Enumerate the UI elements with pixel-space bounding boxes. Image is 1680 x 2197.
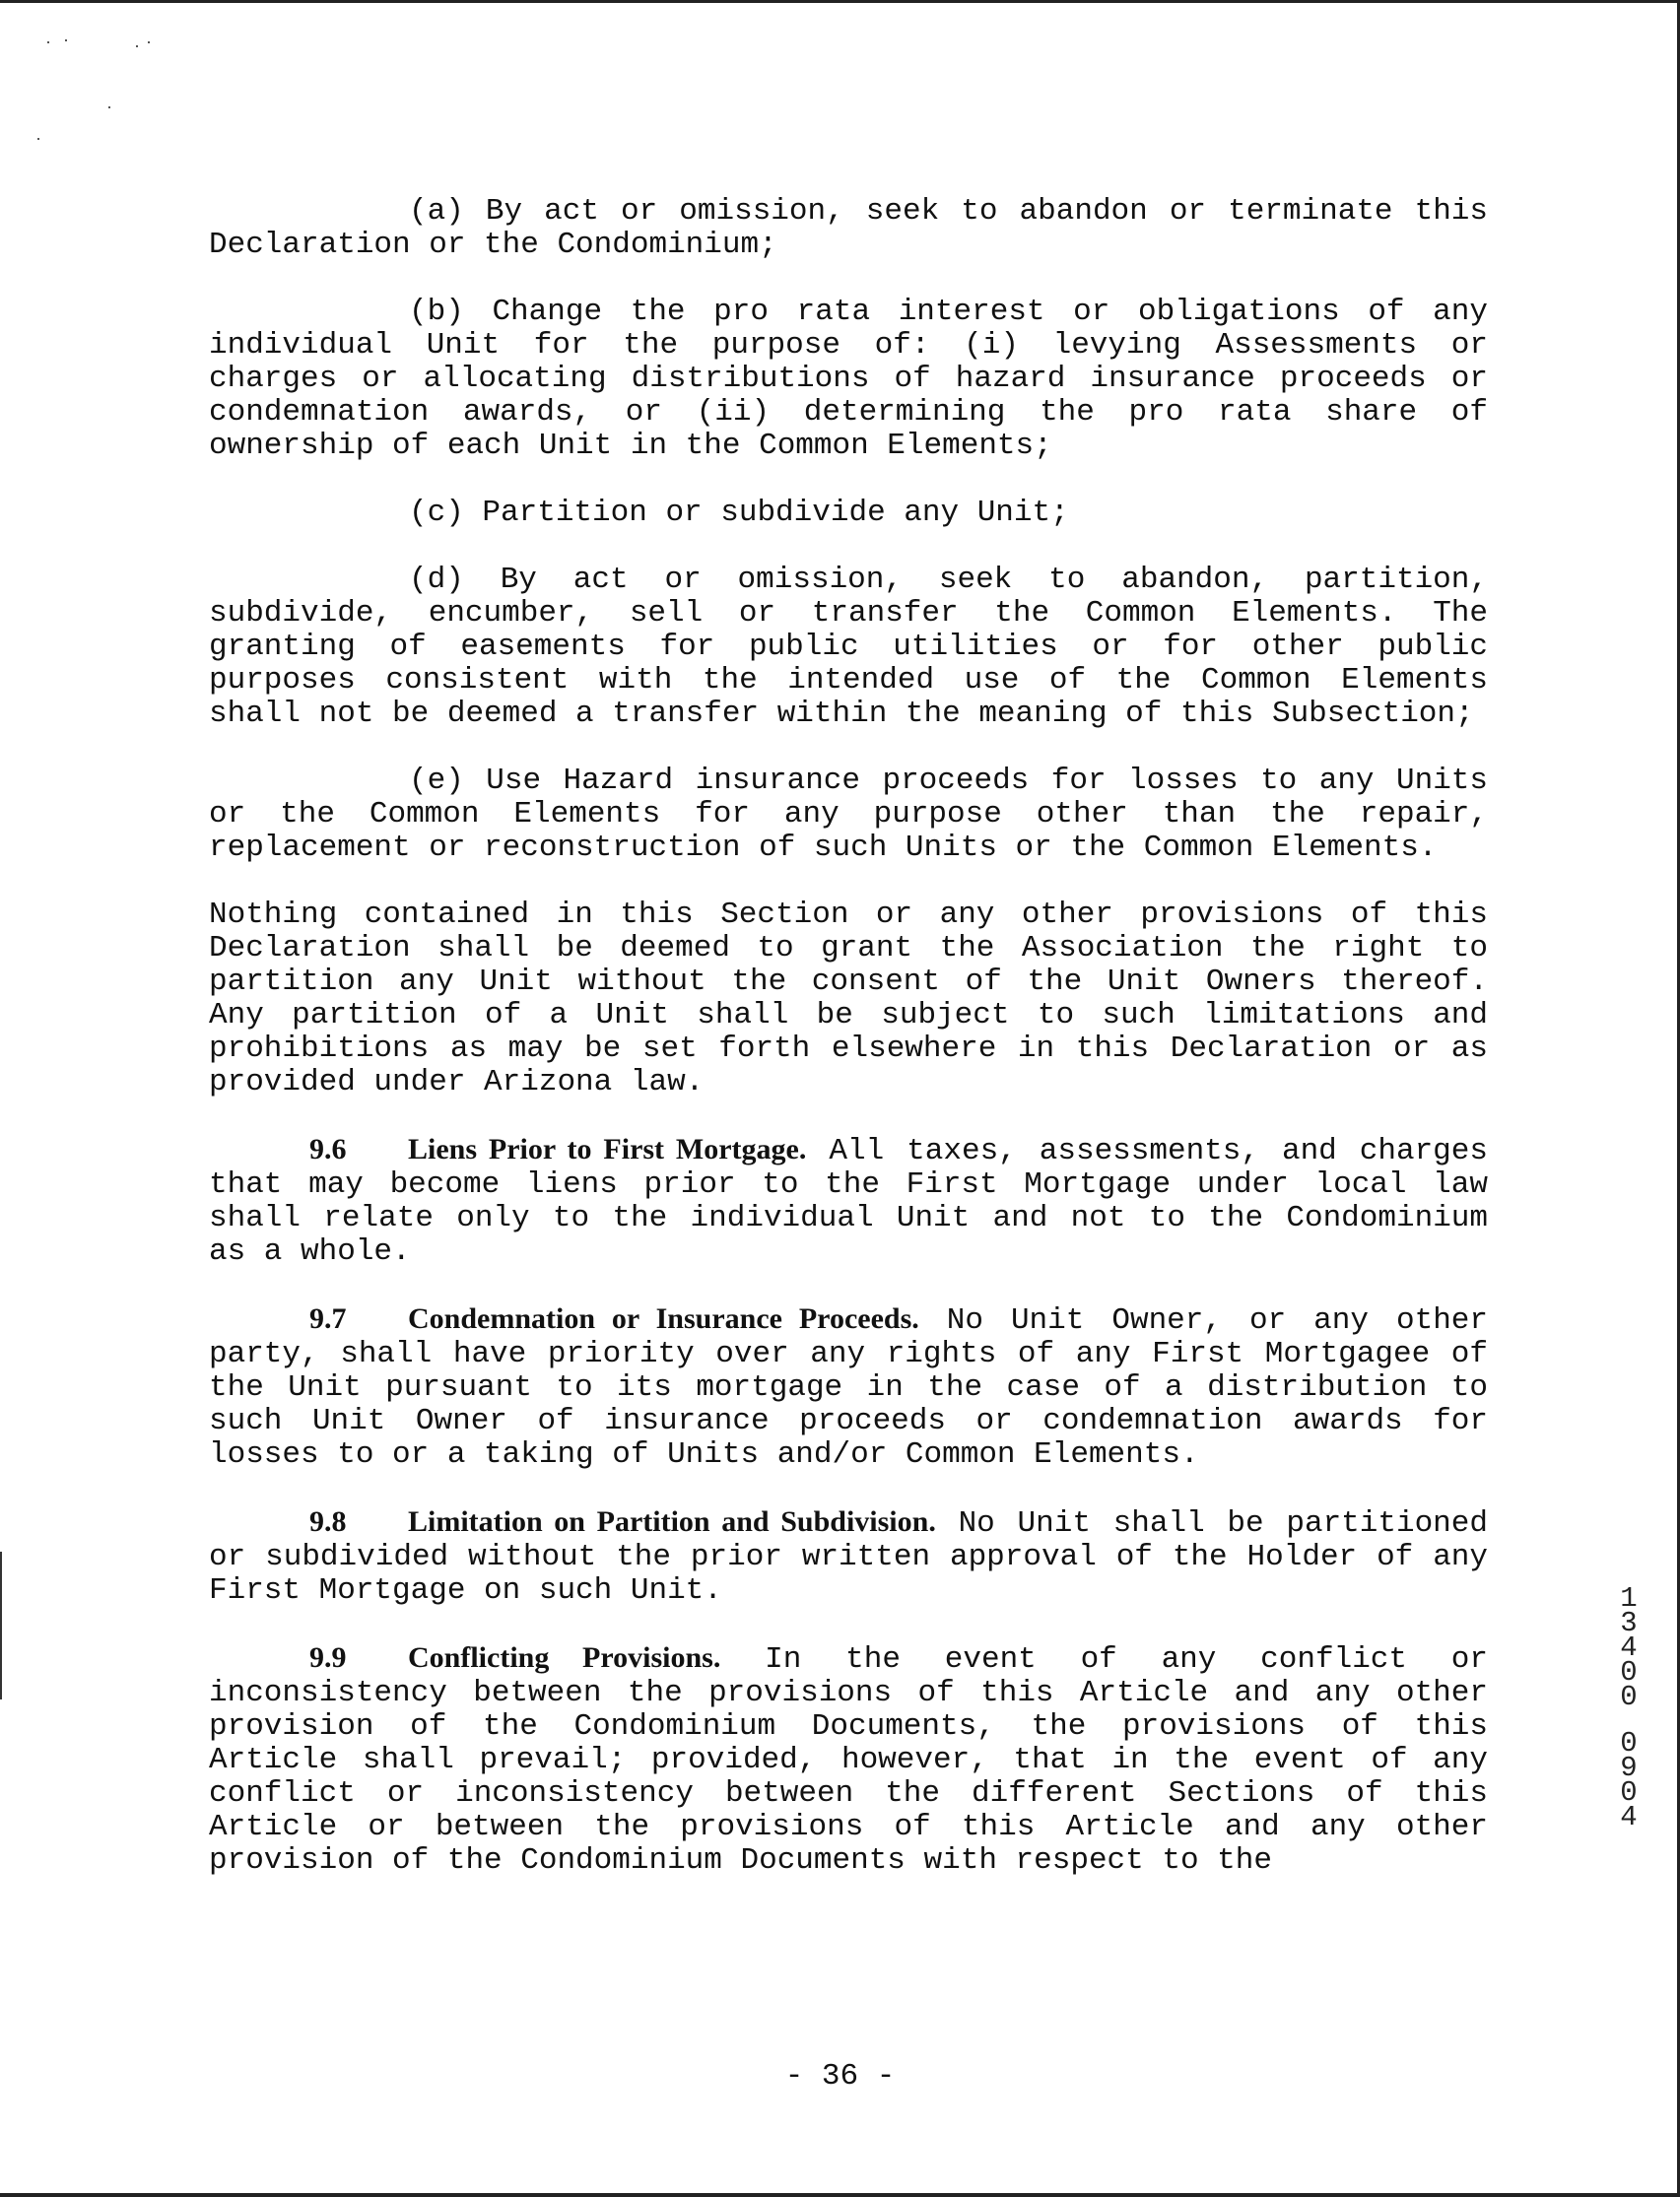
- scan-speck: [148, 41, 150, 43]
- section-9-7: [209, 1302, 1488, 1472]
- clause-c: (c) Partition or subdivide any Unit;: [409, 496, 1069, 530]
- nothing-contained-paragraph: Nothing contained in this Section or any other provisions of this Declaration shall be deemed to grant the Association the right to partition any Unit without the consent of the Unit Owners thereof. Any partition of a Unit shall be subject to such limitations and prohibitions as may be set forth elsewhere in this Declaration or as provided under Arizona law.: [209, 898, 1488, 1099]
- section-heading: Conflicting Provisions.: [408, 1641, 721, 1674]
- section-number: 9.6: [309, 1133, 347, 1165]
- section-body: No Unit Owner, or any other party, shall have priority over any rights of any First Mortgagee of the Unit pursuant to its mortgage in the case of a distribution to such Unit Owner of insurance proceeds or condemnation awards for losses to or a taking of Units and/or Common Elements.: [209, 1303, 1488, 1472]
- page-top-border: [0, 0, 1680, 3]
- clause-b: (b) Change the pro rata interest or obligations of any individual Unit for the purpose of: (i) levying Assessments or charges or allocating distributions of hazard insurance proceeds or condemnation awards, or (ii) determining the pro rata share of ownership of each Unit in the Common Elements;: [209, 295, 1488, 463]
- section-heading: Liens Prior to First Mortgage.: [408, 1133, 807, 1165]
- section-body: In the event of any conflict or inconsistency between the provisions of this Article and any other provision of the Condominium Documents, the provisions of this Article shall prevail; provided, however, that in the event of any conflict or inconsistency between the different Sections of this Article or between the provisions of this Article and any other provision of the Condominium Documents with respect to the: [209, 1642, 1489, 1878]
- recording-number-stamp: [1614, 1582, 1644, 1833]
- scan-speck: [136, 45, 138, 47]
- stamp-bottom: 0904: [1620, 1727, 1638, 1833]
- scan-speck: [65, 39, 67, 41]
- section-body: All taxes, assessments, and charges that may become liens prior to the First Mortgage under local law shall relate only to the individual Unit and not to the Condominium as a whole.: [209, 1134, 1488, 1269]
- section-heading: Condemnation or Insurance Proceeds.: [408, 1302, 919, 1335]
- section-number: 9.8: [309, 1505, 347, 1538]
- page-bottom-border: [0, 2193, 1680, 2197]
- section-number: 9.9: [309, 1641, 347, 1674]
- stamp-top: 13400: [1620, 1582, 1638, 1713]
- clause-a: (a) By act or omission, seek to abandon or terminate this Declaration or the Condominium;: [209, 194, 1488, 262]
- page-number: - 36 -: [784, 2059, 896, 2094]
- section-heading: Limitation on Partition and Subdivision.: [408, 1505, 936, 1538]
- scan-speck: [37, 138, 39, 140]
- clause-d: (d) By act or omission, seek to abandon, partition, subdivide, encumber, sell or transfer the Common Elements. The granting of easements for public utilities or for other public purposes consistent with the intended use of the Common Elements shall not be deemed a transfer within the meaning of this Subsection;: [209, 563, 1488, 731]
- section-9-6: [209, 1133, 1488, 1269]
- clause-e: (e) Use Hazard insurance proceeds for losses to any Units or the Common Elements for any purpose other than the repair, replacement or reconstruction of such Units or the Common Elements.: [209, 764, 1488, 865]
- document-body: [209, 195, 1488, 1911]
- section-body: No Unit shall be partitioned or subdivided without the prior written approval of the Holder of any First Mortgage on such Unit.: [209, 1506, 1488, 1608]
- section-9-9: [209, 1641, 1488, 1878]
- scan-speck: [108, 106, 110, 108]
- section-9-8: [209, 1505, 1488, 1608]
- section-number: 9.7: [309, 1302, 347, 1335]
- scan-edge-mark: [0, 1552, 2, 1699]
- scan-speck: [47, 41, 49, 43]
